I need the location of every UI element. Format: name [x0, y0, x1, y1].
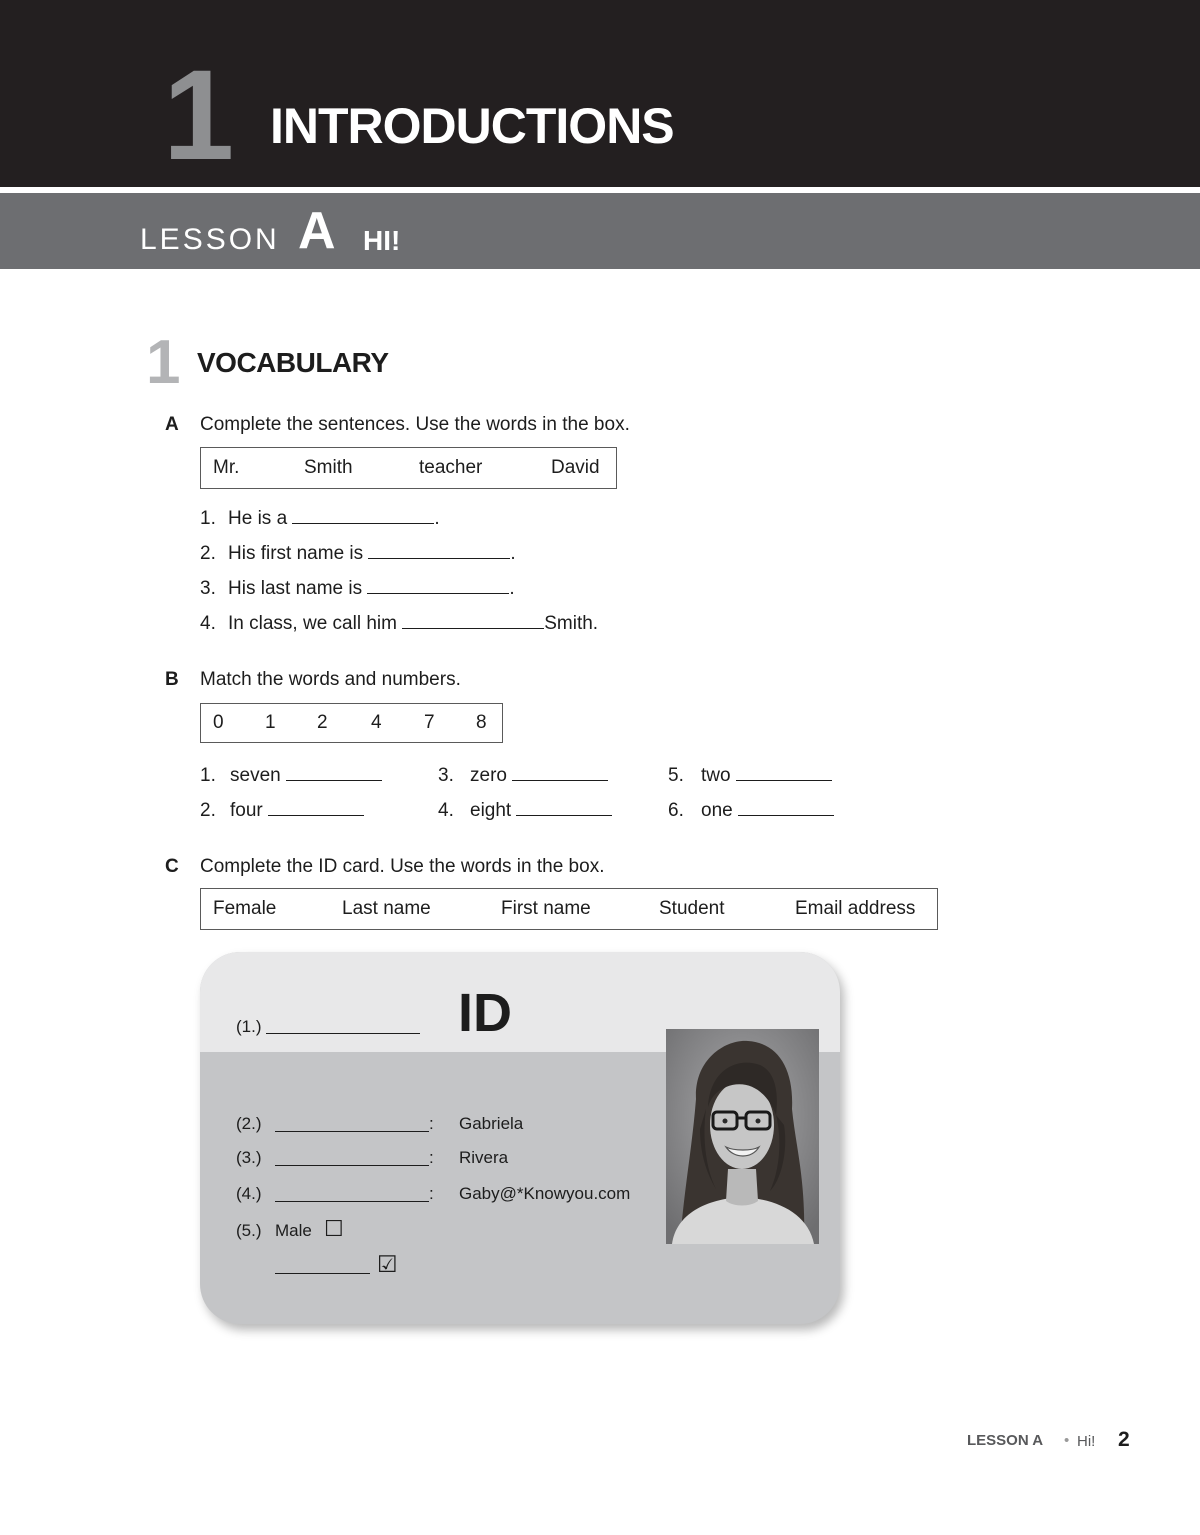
male-checkbox[interactable]: ☐	[324, 1216, 344, 1241]
id-field-1-label: (1.)	[236, 1017, 262, 1036]
footer-lesson: LESSON A	[967, 1432, 1044, 1449]
exercise-a-letter: A	[165, 414, 179, 435]
exercise-c-letter: C	[165, 856, 179, 877]
unit-number: 1	[163, 44, 231, 187]
exercise-b-item	[200, 764, 382, 787]
id-field-colon: :	[429, 1114, 434, 1133]
word-box-item: teacher	[419, 457, 483, 478]
exercise-c-word-box	[200, 888, 938, 930]
item-word: one	[701, 800, 733, 821]
word-box-item: Female	[213, 898, 277, 919]
id-field-value: Gaby@*Knowyou.com	[459, 1184, 631, 1203]
exercise-a-item	[200, 577, 515, 600]
item-text: .	[509, 578, 515, 599]
exercise-b-instruction: Match the words and numbers.	[200, 669, 461, 690]
number-box-item: 0	[213, 712, 224, 733]
word-box-item: First name	[501, 898, 591, 919]
number-box-item: 1	[265, 712, 276, 733]
id-field-1-blank[interactable]	[266, 1033, 420, 1034]
answer-blank[interactable]	[736, 764, 832, 781]
answer-blank[interactable]	[268, 799, 364, 816]
answer-blank[interactable]	[516, 799, 612, 816]
section-title: VOCABULARY	[197, 347, 389, 378]
id-field-colon: :	[429, 1148, 434, 1167]
exercise-a-word-box	[200, 447, 617, 489]
item-number: 5.	[668, 765, 684, 786]
item-text: His first name is	[228, 543, 364, 564]
exercise-b-item	[668, 764, 832, 787]
lesson-title: HI!	[363, 225, 401, 256]
item-number: 3.	[438, 765, 454, 786]
id-card-title: ID	[458, 983, 512, 1043]
item-word: zero	[470, 765, 507, 786]
item-number: 4.	[200, 613, 216, 634]
checked-checkbox[interactable]: ☑	[377, 1251, 398, 1277]
item-text: In class, we call him	[228, 613, 397, 634]
item-number: 3.	[200, 578, 216, 599]
exercise-a-instruction: Complete the sentences. Use the words in the box.	[200, 414, 630, 435]
item-text: He is a	[228, 508, 288, 529]
word-box-item: Email address	[795, 898, 916, 919]
item-text: His last name is	[228, 578, 363, 599]
exercise-a-item	[200, 542, 516, 565]
number-box-item: 4	[371, 712, 382, 733]
answer-blank[interactable]	[367, 577, 509, 594]
id-field-blank[interactable]	[275, 1165, 429, 1166]
exercise-a-item	[200, 612, 598, 635]
exercise-a-item	[200, 507, 440, 530]
answer-blank[interactable]	[402, 612, 544, 629]
answer-blank[interactable]	[286, 764, 382, 781]
answer-blank[interactable]	[512, 764, 608, 781]
item-number: 1.	[200, 765, 216, 786]
answer-blank[interactable]	[738, 799, 834, 816]
id-field-value: Gabriela	[459, 1114, 524, 1133]
item-number: 6.	[668, 800, 684, 821]
footer-bullet: •	[1064, 1432, 1070, 1449]
item-text: .	[510, 543, 516, 564]
id-field-label: (3.)	[236, 1148, 262, 1167]
word-box-item: Mr.	[213, 457, 240, 478]
exercise-c-instruction: Complete the ID card. Use the words in the box.	[200, 856, 605, 877]
lesson-word: LESSON	[140, 223, 280, 256]
lesson-letter: A	[298, 202, 336, 260]
footer-title: Hi!	[1077, 1433, 1096, 1450]
item-text: Smith.	[544, 613, 599, 634]
item-word: seven	[230, 765, 281, 786]
word-box-item: Student	[659, 898, 725, 919]
item-word: four	[230, 800, 263, 821]
item-number: 2.	[200, 800, 216, 821]
section-number: 1	[146, 328, 181, 397]
word-box-item: David	[551, 457, 600, 478]
item-number: 2.	[200, 543, 216, 564]
exercise-b-letter: B	[165, 669, 179, 690]
exercise-b-item	[200, 799, 364, 822]
page-number: 2	[1118, 1428, 1130, 1451]
unit-title: INTRODUCTIONS	[270, 98, 674, 154]
id-field-5-label: (5.)	[236, 1221, 262, 1240]
id-field-blank[interactable]	[275, 1201, 429, 1202]
male-label: Male	[275, 1221, 312, 1240]
number-box-item: 2	[317, 712, 328, 733]
exercise-b-item	[438, 799, 612, 822]
answer-blank[interactable]	[368, 542, 510, 559]
number-box-item: 7	[424, 712, 435, 733]
gender-blank[interactable]	[275, 1273, 370, 1274]
word-box-item: Smith	[304, 457, 353, 478]
id-field-colon: :	[429, 1184, 434, 1203]
id-field-blank[interactable]	[275, 1131, 429, 1132]
word-box-item: Last name	[342, 898, 431, 919]
item-number: 1.	[200, 508, 216, 529]
student-photo	[666, 1029, 819, 1244]
id-field-label: (4.)	[236, 1184, 262, 1203]
item-number: 4.	[438, 800, 454, 821]
item-word: two	[701, 765, 731, 786]
number-box-item: 8	[476, 712, 487, 733]
student-portrait-illustration	[666, 1029, 819, 1244]
answer-blank[interactable]	[292, 507, 434, 524]
exercise-b-item	[438, 764, 608, 787]
exercise-b-number-box	[200, 703, 503, 743]
id-field-value: Rivera	[459, 1148, 509, 1167]
exercise-b-item	[668, 799, 834, 822]
id-field-label: (2.)	[236, 1114, 262, 1133]
item-text: .	[434, 508, 440, 529]
item-word: eight	[470, 800, 512, 821]
